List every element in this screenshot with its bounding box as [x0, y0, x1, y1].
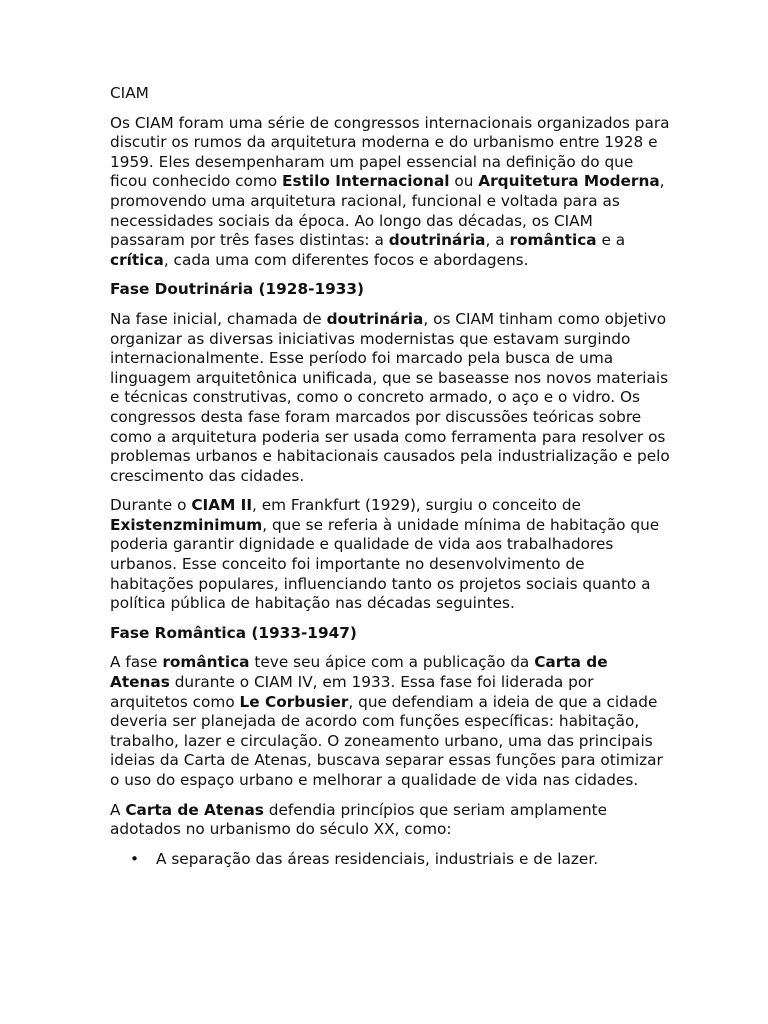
s1p1-text-2: , os CIAM tinham como objetivo organizar as diversas iniciativas modernistas que estavam surgindo internacionalmente. Esse período foi marcado pela busca de uma linguagem arquitetônica unificada, que se baseasse nos novos materiais e técnicas construtivas, como o concreto armado, o aço e o vidro. Os congressos desta fase foram marcados por discussões teóricas sobre como a arquitetura poderia ser usada como ferramenta para resolver os problemas urbanos e habitacionais causados pela industrialização e pelo crescimento das cidades. — [110, 309, 670, 485]
intro-text-2: ou — [449, 172, 479, 191]
s2p1-text-4: , que defendiam a ideia de que a cidade deveria ser planejada de acordo com funções específicas: habitação, trabalho, lazer e circulação. O zoneamento urbano, uma das principais ideias da Carta de Atenas, buscava separar essas funções para otimizar o uso do espaço urbano e melhorar a qualidade de vida nas cidades. — [110, 692, 663, 789]
s2p1-text-3: durante o CIAM IV, em 1933. Essa fase foi liderada por arquitetos como — [110, 673, 594, 711]
doutrinaria-paragraph-2 — [110, 496, 670, 614]
s2p1-bold-3: Le Corbusier — [239, 692, 349, 711]
intro-text-3: , promovendo uma arquitetura racional, funcional e voltada para as necessidades sociais da época. Ao longo das décadas, os CIAM passaram por três fases distintas: a — [110, 172, 665, 250]
s2p1-text-1: A fase — [110, 653, 163, 672]
s2p2-text-1: A — [110, 800, 126, 819]
s2p2-bold-1: Carta de Atenas — [125, 800, 264, 819]
romantica-paragraph-1 — [110, 653, 670, 790]
romantica-paragraph-2 — [110, 801, 670, 840]
s1p2-text-2: , em Frankfurt (1929), surgiu o conceito de — [252, 496, 581, 515]
s1p2-bold-2: Existenzminimum — [110, 515, 263, 534]
intro-text-4: , a — [485, 231, 510, 250]
document-page — [110, 84, 670, 869]
section-heading-doutrinaria: Fase Doutrinária (1928-1933) — [110, 280, 365, 299]
s2p2-text-2: defendia princípios que seriam amplamente adotados no urbanismo do século XX, como: — [110, 800, 608, 839]
s1p2-text-1: Durante o — [110, 496, 192, 515]
list-item-text: A separação das áreas residenciais, industriais e de lazer. — [156, 849, 599, 868]
intro-bold-4: romântica — [509, 231, 597, 250]
list-item — [110, 850, 670, 870]
s1p1-bold-1: doutrinária — [326, 309, 424, 328]
intro-bold-3: doutrinária — [388, 231, 486, 250]
s2p1-bold-2: Carta de Atenas — [110, 653, 608, 692]
s1p1-text-1: Na fase inicial, chamada de — [110, 309, 327, 328]
document-title: CIAM — [110, 84, 149, 102]
s2p1-bold-1: romântica — [162, 653, 250, 672]
s1p2-bold-1: CIAM II — [191, 496, 253, 515]
bullet-glyph: • — [130, 849, 140, 868]
intro-text-1: Os CIAM foram uma série de congressos internacionais organizados para discutir os rumos da arquitetura moderna e do urbanismo entre 1928 e 1959. Eles desempenharam um papel essencial na definição do que ficou conhecido como — [110, 113, 670, 191]
principles-list — [110, 850, 670, 870]
intro-text-5: e a — [596, 231, 626, 250]
s2p1-text-2: teve seu ápice com a publicação da — [249, 653, 535, 672]
intro-paragraph — [110, 114, 670, 271]
intro-text-6: , cada uma com diferentes focos e abordagens. — [163, 250, 529, 269]
intro-bold-2: Arquitetura Moderna — [478, 172, 660, 191]
section-heading-romantica: Fase Romântica (1933-1947) — [110, 623, 357, 642]
doutrinaria-paragraph-1 — [110, 310, 670, 486]
s1p2-text-3: , que se referia à unidade mínima de habitação que poderia garantir dignidade e qualidade de vida aos trabalhadores urbanos. Esse conceito foi importante no desenvolvimento de habitações populares, influenciando tanto os projetos sociais quanto a política pública de habitação nas décadas seguintes. — [110, 515, 660, 613]
intro-bold-1: Estilo Internacional — [282, 172, 450, 191]
intro-bold-5: crítica — [110, 250, 164, 269]
